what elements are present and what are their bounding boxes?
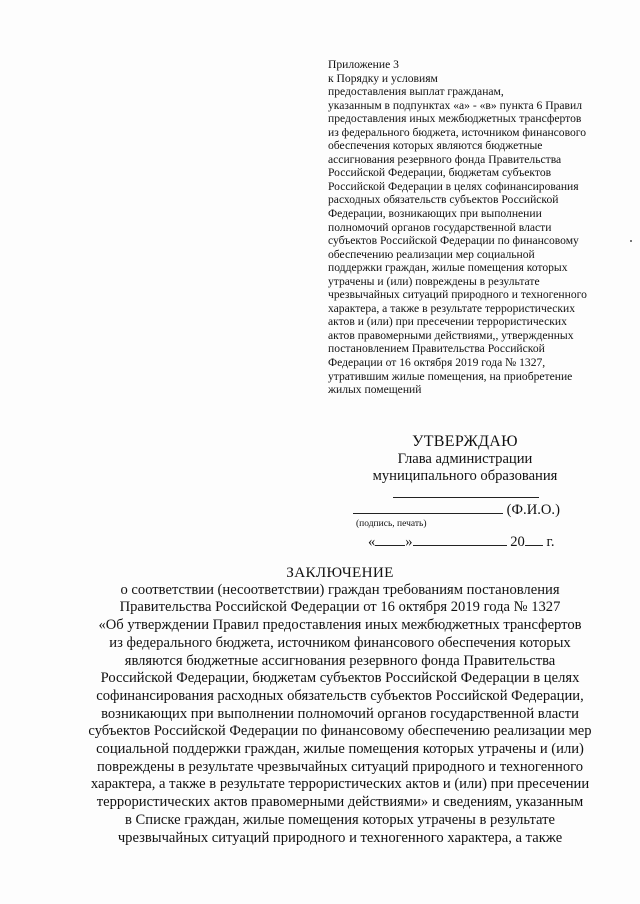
- conclusion-line: Правительства Российской Федерации от 16 октября 2019 года № 1327: [119, 599, 561, 616]
- conclusion-line: софинансирования расходных обязательств субъектов Российской Федерации,: [96, 687, 584, 704]
- annex-line: расходных обязательств субъектов Российской: [328, 193, 559, 207]
- annex-line: актов и (или) при пресечении террористических: [328, 315, 567, 329]
- conclusion-line: характера, а также в результате террористических актов и (или) при пресечении: [90, 776, 590, 793]
- conclusion-line: являются бюджетные ассигнования резервного фонда Правительства: [124, 652, 556, 669]
- annex-line: полномочий органов государственной власти: [328, 220, 552, 234]
- annex-line: субъектов Российской Федерации по финансовому: [328, 234, 579, 248]
- conclusion-line: из федерального бюджета, источником финансового обеспечения которых: [109, 634, 571, 651]
- fio-blank: [353, 500, 503, 514]
- fio-row: [353, 500, 613, 519]
- annex-line: обеспечению реализации мер социальной: [328, 247, 535, 261]
- annex-line: к Порядку и условиям: [328, 71, 438, 85]
- annex-line: характера, а также в результате террористических: [328, 301, 576, 315]
- annex-line: поддержки граждан, жилые помещения которых: [328, 261, 568, 275]
- conclusion-line: в Списке граждан, жилые помещения которых утрачены в результате: [124, 811, 556, 828]
- conclusion-block: [70, 564, 610, 847]
- date-month-blank: [413, 532, 507, 546]
- conclusion-line: повреждены в результате чрезвычайных ситуаций природного и техногенного: [96, 758, 584, 775]
- annex-line: актов правомерными действиями,, утвержденных: [328, 328, 574, 342]
- conclusion-line: о соответствии (несоответствии) граждан требованиям постановления: [120, 581, 560, 598]
- annex-line: утратившим жилые помещения, на приобретение: [328, 369, 573, 383]
- date-close-quote: »: [405, 534, 413, 550]
- conclusion-title: ЗАКЛЮЧЕНИЕ: [286, 564, 394, 581]
- annex-header: [328, 58, 610, 397]
- approval-position-line: Глава администрации: [397, 450, 533, 467]
- conclusion-line: «Об утверждении Правил предоставления иных межбюджетных трансфертов: [98, 617, 582, 634]
- annex-line: Российской Федерации, бюджетам субъектов: [328, 166, 552, 180]
- annex-line: чрезвычайных ситуаций природного и техногенного: [328, 288, 587, 302]
- annex-line: постановлением Правительства Российской: [328, 342, 545, 356]
- scan-speck: [630, 240, 632, 242]
- conclusion-line: социальной поддержки граждан, жилые помещения которых утрачены и (или): [96, 741, 584, 758]
- annex-line: указанным в подпунктах «а» - «в» пункта 6 Правил: [328, 98, 583, 112]
- annex-line: утрачены и (или) повреждены в результате: [328, 274, 540, 288]
- approval-heading: УТВЕРЖДАЮ: [412, 433, 518, 450]
- signature-caption: (подпись, печать): [356, 519, 427, 529]
- conclusion-line: чрезвычайных ситуаций природного и техногенного характера, а также: [117, 829, 563, 846]
- conclusion-line: возникающих при выполнении полномочий органов государственной власти: [101, 705, 579, 722]
- conclusion-line: террористических актов правомерными действиями» и сведениям, указанным: [96, 794, 584, 811]
- date-day-blank: [375, 532, 405, 546]
- annex-line: Российской Федерации в целях софинансирования: [328, 179, 579, 193]
- approval-block: [340, 433, 590, 486]
- annex-line: ассигнования резервного фонда Правительства: [328, 152, 562, 166]
- conclusion-line: субъектов Российской Федерации по финансовому обеспечению реализации мер: [88, 723, 592, 740]
- date-open-quote: «: [368, 534, 376, 550]
- date-year-blank: [525, 532, 543, 546]
- date-year-suffix: г.: [546, 534, 555, 550]
- approval-position-line: муниципального образования: [372, 468, 558, 484]
- annex-line: предоставления иных межбюджетных трансфертов: [328, 112, 582, 126]
- annex-line: из федерального бюджета, источником финансового: [328, 125, 587, 139]
- annex-line: Федерации, возникающих при выполнении: [328, 207, 542, 221]
- annex-line: предоставления выплат гражданам,: [328, 85, 504, 99]
- conclusion-line: Российской Федерации, бюджетам субъектов Российской Федерации в целях: [100, 670, 580, 687]
- date-year-prefix: 20: [510, 534, 525, 550]
- annex-line: жилых помещений: [328, 383, 422, 397]
- approval-date-row: [368, 532, 555, 551]
- annex-line: обеспечения которых являются бюджетные: [328, 139, 543, 153]
- annex-line: Приложение 3: [328, 58, 399, 71]
- fio-label: (Ф.И.О.): [506, 502, 560, 518]
- signature-line: [393, 497, 539, 498]
- annex-line: Федерации от 16 октября 2019 года № 1327,: [328, 356, 546, 370]
